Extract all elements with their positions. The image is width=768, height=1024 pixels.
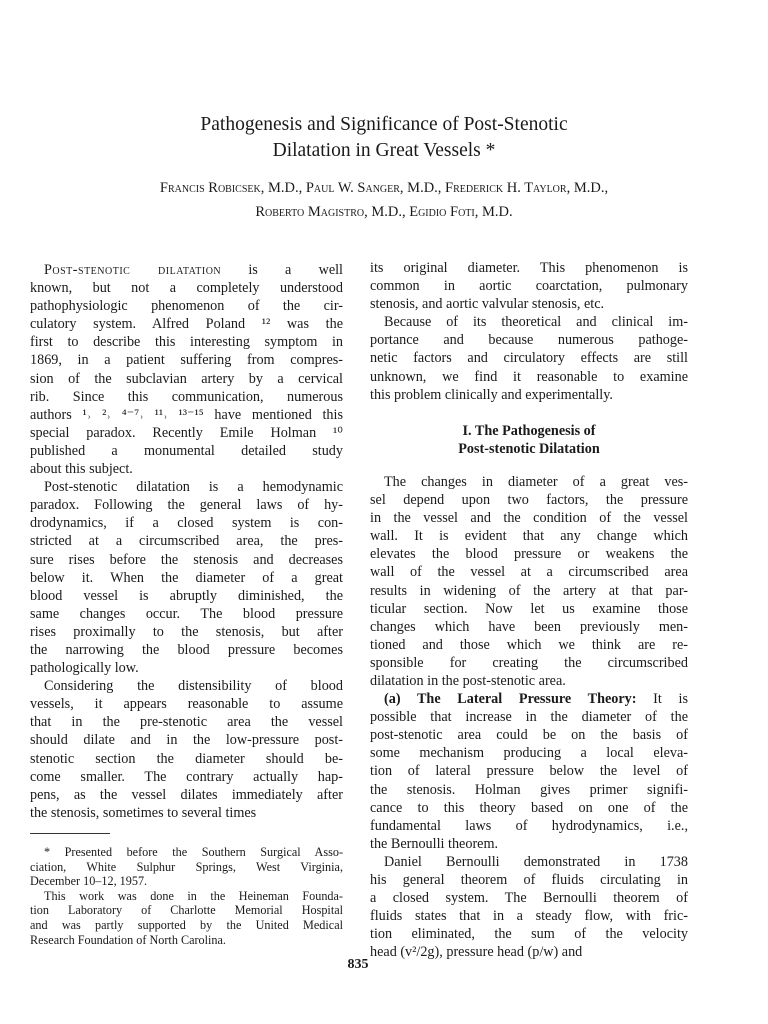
line-text: the stenosis. Holman gives primer signifi- [370, 781, 688, 798]
text-line [30, 874, 343, 889]
text-line [30, 587, 343, 605]
text-line [370, 313, 688, 331]
text-line [370, 744, 688, 762]
paragraph [30, 478, 343, 677]
line-text: elevates the blood pressure or weakens the [370, 546, 688, 563]
line-text: drodynamics, if a closed system is con- [30, 515, 343, 532]
line-text: The changes in diameter of a great ves- [384, 473, 688, 490]
line-text: ciation, White Sulphur Springs, West Virginia, [30, 859, 343, 874]
line-text: sure rises before the stenosis and decreases [30, 551, 343, 568]
text-line [370, 762, 688, 780]
line-text: Daniel Bernoulli demonstrated in 1738 [384, 853, 688, 870]
text-line [30, 406, 343, 424]
bold-lead: (a) The Lateral Pressure Theory: [384, 691, 637, 708]
paragraph [370, 259, 688, 313]
text-line [30, 442, 343, 460]
text-line [370, 690, 688, 708]
text-line [370, 889, 688, 907]
line-text: blood vessel is abruptly diminished, the [30, 587, 343, 604]
line-text: the narrowing the blood pressure becomes [30, 641, 343, 658]
text-line [370, 853, 688, 871]
title-line: Pathogenesis and Significance of Post-Stenotic [200, 114, 568, 135]
text-line [370, 295, 688, 313]
line-text: common in aortic coarctation, pulmonary [370, 278, 688, 295]
line-text: cance to this theory based on one of the [370, 799, 688, 816]
line-text: Research Foundation of North Carolina. [30, 932, 226, 947]
text-line [30, 496, 343, 514]
line-text: Considering the distensibility of blood [44, 678, 343, 695]
line-text: and was partly supported by the United Medical [30, 917, 343, 932]
line-text: rib. Since this communication, numerous [30, 388, 343, 405]
footnote-divider [30, 833, 110, 834]
line-text: known, but not a completely understood [30, 280, 343, 297]
text-line [370, 509, 688, 527]
text-line [30, 731, 343, 749]
text-line [370, 817, 688, 835]
text-line [370, 331, 688, 349]
text-line [30, 889, 343, 904]
line-text: stenotic section the diameter should be- [30, 750, 343, 767]
text-line [370, 440, 688, 458]
line-text: * Presented before the Southern Surgical Asso- [44, 845, 343, 859]
line-text: come smaller. The contrary actually hap- [30, 768, 343, 785]
text-line [30, 768, 343, 786]
line-text: changes which have been previously men- [370, 618, 688, 635]
line-text: Because of its theoretical and clinical im- [384, 314, 688, 331]
line-text: below it. When the diameter of a great [30, 569, 343, 586]
line-text: unknown, we find it reasonable to examine [370, 368, 688, 385]
text-line [30, 659, 343, 677]
line-text: pathophysiologic phenomenon of the cir- [30, 298, 343, 315]
text-line [30, 478, 343, 496]
text-line [370, 636, 688, 654]
text-line [30, 750, 343, 768]
line-text: the Bernoulli theorem. [370, 835, 499, 852]
line-text: is a well [221, 262, 343, 278]
author-list [0, 176, 768, 224]
right-column [370, 259, 688, 961]
line-text: tion eliminated, the sum of the velocity [370, 926, 688, 943]
line-text: pathologically low. [30, 660, 139, 677]
text-line [30, 532, 343, 550]
page-number: 835 [347, 957, 369, 972]
line-text: results in widening of the artery at that par- [370, 582, 688, 599]
line-text: pens, as the vessel dilates immediately after [30, 786, 343, 803]
paragraph [30, 889, 343, 947]
line-text: stenosis, and aortic valvular stenosis, etc. [370, 296, 605, 313]
text-line [370, 368, 688, 386]
line-text: sion of the subclavian artery by a cervical [30, 370, 343, 387]
line-text: dilatation in the post-stenotic area. [370, 672, 566, 689]
text-line [370, 835, 688, 853]
line-text: stricted at a circumscribed area, the pres- [30, 533, 343, 550]
line-text: vessels, it appears reasonable to assume [30, 696, 343, 713]
line-text: I. The Pathogenesis of [462, 422, 596, 439]
text-line [370, 708, 688, 726]
line-text: fundamental laws of hydrodynamics, i.e., [370, 817, 688, 834]
line-text: should dilate and in the low-pressure post- [30, 732, 343, 749]
text-line [370, 473, 688, 491]
text-line [30, 388, 343, 406]
line-text: the stenosis, sometimes to several times [30, 804, 257, 821]
text-line [30, 623, 343, 641]
text-line [30, 261, 343, 279]
line-text: Post-stenotic dilatation is a hemodynamic [44, 479, 343, 496]
text-line [370, 386, 688, 404]
text-line [370, 349, 688, 367]
section-heading [370, 422, 688, 458]
line-text: in the vessel and the condition of the vessel [370, 510, 688, 527]
paragraph [30, 261, 343, 478]
text-line [370, 600, 688, 618]
line-text: It is [636, 691, 688, 708]
line-text: paradox. Following the general laws of hy- [30, 497, 343, 514]
line-text: ticular section. Now let us examine those [370, 600, 688, 617]
line-text: tion Laboratory of Charlotte Memorial Hospital [30, 903, 343, 918]
text-line [30, 713, 343, 731]
text-line [30, 351, 343, 369]
text-line [370, 726, 688, 744]
line-text: fluids states that in a steady flow, with fric- [370, 908, 688, 925]
text-line [30, 315, 343, 333]
line-text: post-stenotic area could be on the basis of [370, 727, 688, 744]
text-line [370, 422, 688, 440]
text-line [30, 333, 343, 351]
line-text: sel depend upon two factors, the pressure [370, 492, 688, 509]
line-text: December 10–12, 1957. [30, 874, 148, 889]
line-text: same changes occur. The blood pressure [30, 605, 343, 622]
text-line [370, 907, 688, 925]
text-line [370, 781, 688, 799]
line-text: authors ¹˒ ²˒ ⁴⁻⁷˒ ¹¹˒ ¹³⁻¹⁵ have mentioned this [30, 406, 343, 423]
text-line [30, 460, 343, 478]
line-text: 1869, in a patient suffering from compres- [30, 352, 343, 369]
text-line [30, 804, 343, 822]
text-line [370, 799, 688, 817]
text-line [30, 641, 343, 659]
authors-line: Francis Robicsek, M.D., Paul W. Sanger, M.D., Frederick H. Taylor, M.D., [159, 180, 609, 196]
paragraph [370, 690, 688, 853]
paragraph [370, 313, 688, 403]
title-line: Dilatation in Great Vessels * [272, 140, 496, 161]
text-line [30, 860, 343, 875]
text-line [30, 605, 343, 623]
paragraph [30, 677, 343, 822]
paragraph [30, 845, 343, 889]
line-text: tioned and those which we think are re- [370, 636, 688, 653]
line-text: this problem clinically and experimentally. [370, 386, 613, 403]
line-text: his general theorem of fluids circulating in [370, 872, 688, 888]
text-line [370, 277, 688, 295]
paragraph [370, 473, 688, 690]
line-text: that in the pre-stenotic area the vessel [30, 714, 343, 731]
text-line [30, 424, 343, 442]
text-line [30, 551, 343, 569]
text-line [370, 545, 688, 563]
line-text: a closed system. The Bernoulli theorem of [370, 890, 688, 907]
article-title [0, 112, 768, 164]
text-line [370, 563, 688, 581]
text-line [30, 279, 343, 297]
line-text: first to describe this interesting symptom in [30, 334, 343, 351]
line-text: special paradox. Recently Emile Holman ¹⁰ [30, 424, 343, 441]
line-text: its original diameter. This phenomenon is [370, 260, 688, 276]
text-line [370, 672, 688, 690]
line-text: Post-stenotic Dilatation [458, 440, 600, 457]
text-line [30, 845, 343, 860]
line-text: rises proximally to the stenosis, but after [30, 623, 343, 640]
line-text: head (v²/2g), pressure head (p/w) and [370, 944, 583, 961]
line-text: portance and because numerous pathoge- [370, 332, 688, 349]
text-line [30, 677, 343, 695]
left-column [30, 261, 343, 822]
paragraph [370, 853, 688, 962]
small-caps-lead: Post-stenotic dilatation [44, 262, 222, 278]
line-text: wall of the vessel at a circumscribed area [370, 564, 688, 581]
line-text: wall. It is evident that any change which [370, 528, 688, 545]
footnotes [30, 845, 343, 947]
text-line [30, 370, 343, 388]
text-line [30, 918, 343, 933]
text-line [370, 582, 688, 600]
text-line [30, 695, 343, 713]
line-text: This work was done in the Heineman Founda- [44, 888, 343, 903]
text-line [370, 618, 688, 636]
line-text: culatory system. Alfred Poland ¹² was the [30, 316, 343, 333]
text-line [30, 933, 343, 948]
text-line [30, 786, 343, 804]
text-line [370, 491, 688, 509]
text-line [30, 569, 343, 587]
line-text: tion of lateral pressure below the level of [370, 763, 688, 780]
text-line [370, 259, 688, 277]
text-line [30, 903, 343, 918]
line-text: some mechanism producing a local eleva- [370, 745, 688, 762]
text-line [370, 527, 688, 545]
line-text: netic factors and circulatory effects are still [370, 350, 688, 367]
line-text: possible that increase in the diameter of the [370, 709, 688, 726]
line-text: sponsible for creating the circumscribed [370, 654, 688, 671]
text-line [30, 514, 343, 532]
text-line [370, 925, 688, 943]
authors-line: Roberto Magistro, M.D., Egidio Foti, M.D. [255, 204, 513, 220]
line-text: about this subject. [30, 461, 133, 478]
line-text: published a monumental detailed study [30, 442, 343, 459]
text-line [370, 871, 688, 889]
text-line [370, 654, 688, 672]
text-line [30, 297, 343, 315]
